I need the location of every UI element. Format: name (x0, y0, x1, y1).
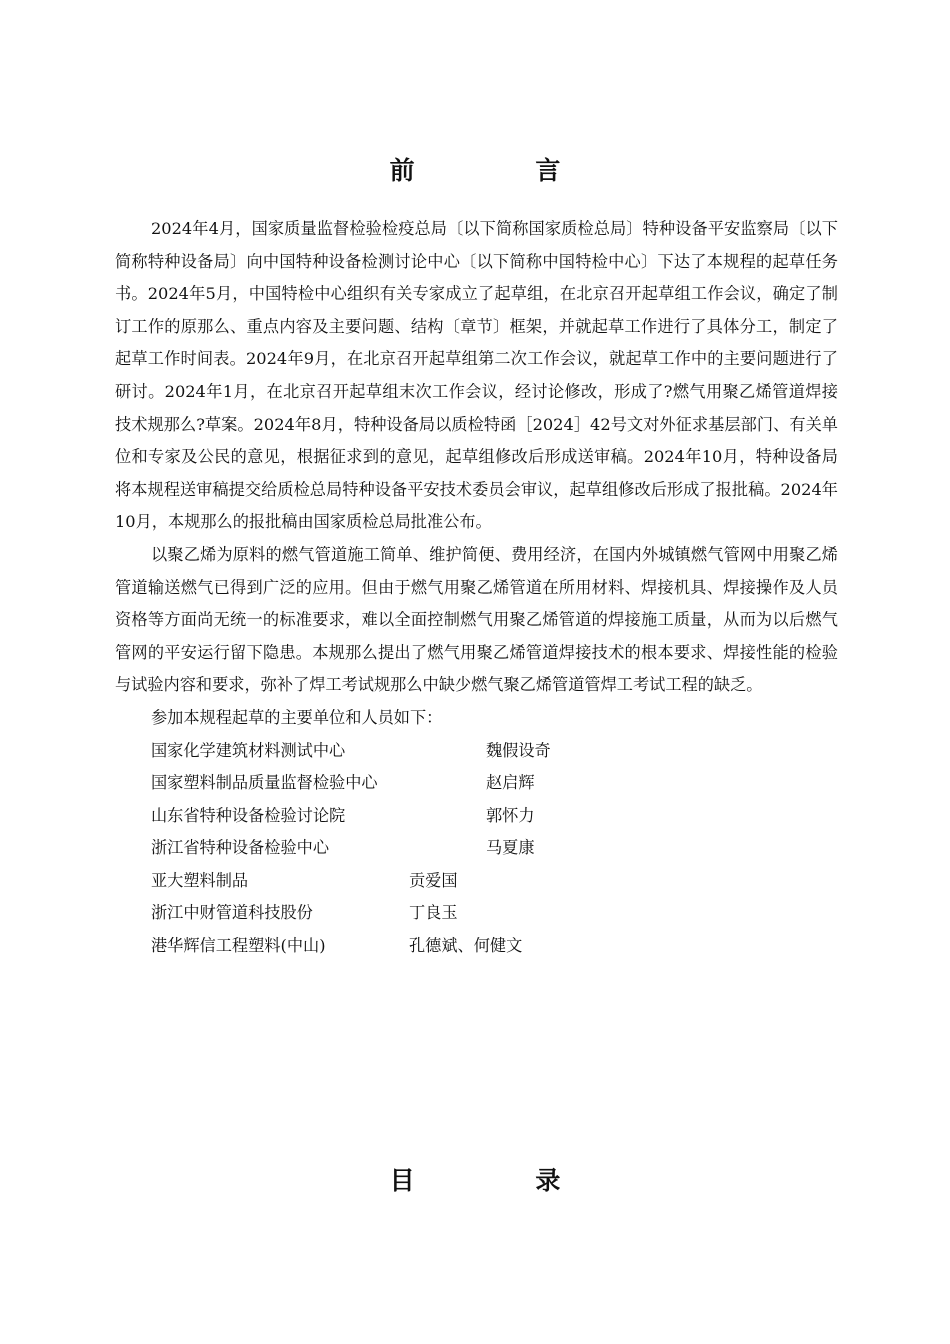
participant-row (115, 897, 838, 930)
participant-org: 浙江省特种设备检验中心 (151, 838, 330, 858)
participant-row (115, 832, 838, 865)
preface-body (115, 213, 838, 963)
participant-row (115, 865, 838, 898)
participant-org: 国家塑料制品质量监督检验中心 (151, 773, 378, 793)
participant-person: 丁良玉 (409, 903, 458, 923)
participant-org: 浙江中财管道科技股份 (151, 903, 313, 923)
participant-person: 孔德斌、何健文 (409, 936, 523, 956)
participant-person: 赵启辉 (486, 773, 535, 793)
participants-list (115, 735, 838, 963)
participant-person: 魏假设奇 (486, 740, 551, 760)
participant-person: 郭怀力 (486, 805, 535, 825)
preface-title: 前 言 (389, 155, 617, 185)
participant-row (115, 735, 838, 768)
participants-intro: 参加本规程起草的主要单位和人员如下： (151, 707, 443, 727)
participant-org: 港华辉信工程塑料(中山) (151, 936, 326, 956)
participant-row (115, 930, 838, 963)
participant-person: 马夏康 (486, 838, 535, 858)
preface-paragraph-1: 2024年4月，国家质量监督检验检疫总局〔以下简称国家质检总局〕特种设备平安监察局〔以下简称特种设备局〕向中国特种设备检测讨论中心〔以下简称中国特检中心〕下达了本规程的起草任务书。2024年5月，中国特检中心组织有关专家成立了起草组，在北京召开起草组工作会议，确定了制订工作的原那么、重点内容及主要问题、结构〔章节〕框架，并就起草工作进行了具体分工，制定了起草工作时间表。2024年9月，在北京召开起草组第二次工作会议，就起草工作中的主要问题进行了研讨。2024年1月，在北京召开起草组末次工作会议，经讨论修改，形成了?燃气用聚乙烯管道焊接技术规那么?草案。2024年8月，特种设备局以质检特函［2024］42号文对外征求基层部门、有关单位和专家及公民的意见，根据征求到的意见，起草组修改后形成送审稿。2024年10月，特种设备局将本规程送审稿提交给质检总局特种设备平安技术委员会审议，起草组修改后形成了报批稿。2024年10月，本规那么的报批稿由国家质检总局批准公布。 (115, 219, 838, 532)
participant-org: 亚大塑料制品 (151, 870, 249, 890)
participant-org: 国家化学建筑材料测试中心 (151, 740, 346, 760)
participant-row (115, 767, 838, 800)
participant-row (115, 800, 838, 833)
preface-paragraph-2: 以聚乙烯为原料的燃气管道施工简单、维护简便、费用经济，在国内外城镇燃气管网中用聚乙烯管道输送燃气已得到广泛的应用。但由于燃气用聚乙烯管道在所用材料、焊接机具、焊接操作及人员资格等方面尚无统一的标准要求，难以全面控制燃气用聚乙烯管道的焊接施工质量，从而为以后燃气管网的平安运行留下隐患。本规那么提出了燃气用聚乙烯管道焊接技术的根本要求、焊接性能的检验与试验内容和要求，弥补了焊工考试规那么中缺少燃气聚乙烯管道管焊工考试工程的缺乏。 (115, 544, 838, 695)
participant-person: 贡爱国 (409, 870, 458, 890)
toc-title: 目 录 (389, 1165, 617, 1195)
participant-org: 山东省特种设备检验讨论院 (151, 805, 346, 825)
